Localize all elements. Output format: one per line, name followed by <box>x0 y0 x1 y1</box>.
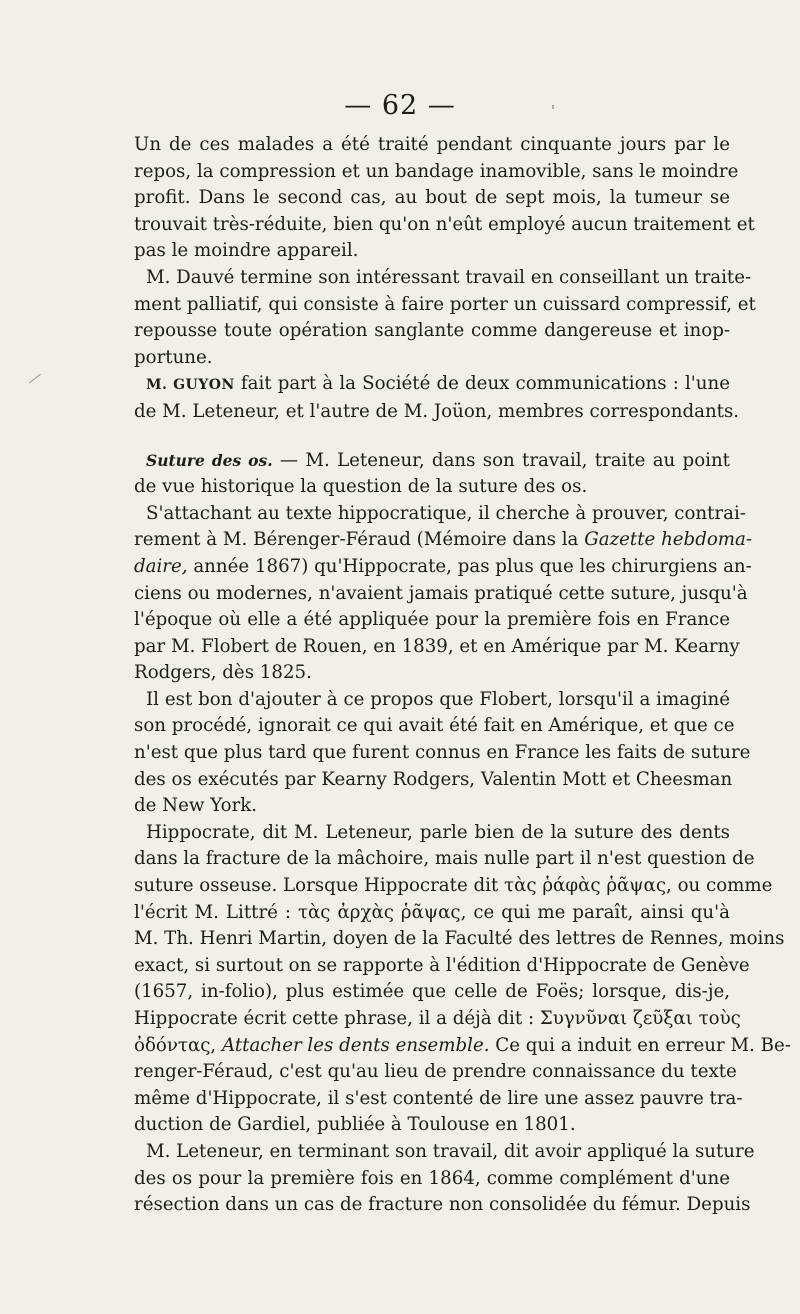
margin-mark <box>29 374 41 383</box>
text-line: suture osseuse. Lorsque Hippocrate dit τὰς ῥάφὰς ῥᾶψας, ou comme <box>134 875 773 897</box>
text-line: par M. Flobert de Rouen, en 1839, et en Amérique par M. Kearny <box>134 635 740 657</box>
text-line <box>134 371 730 399</box>
text-line: Rodgers, dès 1825. <box>134 662 312 684</box>
text-fragment: ὀδόντας, <box>134 1034 217 1056</box>
text-line: Un de ces malades a été traité pendant cinquante jours par le <box>134 134 730 155</box>
heading-text: — M. Leteneur, dans son travail, traite au point <box>279 449 730 471</box>
text-line: S'attachant au texte hippocratique, il cherche à prouver, contrai- <box>146 502 746 524</box>
journal-title-cont: daire, <box>134 555 188 577</box>
section-heading: Suture des os. <box>146 450 273 470</box>
text-line: M. Leteneur, en terminant son travail, dit avoir appliqué la suture <box>146 1140 755 1162</box>
text-line: Hippocrate, dit M. Leteneur, parle bien de la suture des dents <box>146 821 730 843</box>
text-line: résection dans un cas de fracture non consolidée du fémur. Depuis <box>134 1194 751 1216</box>
text-line: ciens ou modernes, n'avaient jamais pratiqué cette suture, jusqu'à <box>134 582 748 604</box>
text-line: des os exécutés par Kearny Rodgers, Valentin Mott et Cheesman <box>134 768 733 790</box>
text-line: repousse toute opération sanglante comme dangereuse et inop- <box>134 320 730 342</box>
text-fragment: rement à M. Bérenger-Féraud (Mémoire dans la <box>134 529 579 551</box>
text-line: portune. <box>134 346 213 368</box>
text-fragment: année 1867) qu'Hippocrate, pas plus que les chirurgiens an- <box>193 555 752 577</box>
text-line: trouvait très-réduite, bien qu'on n'eût employé aucun traitement et <box>134 213 755 235</box>
text-line: n'est que plus tard que furent connus en France les faits de suture <box>134 742 751 764</box>
text-line: des os pour la première fois en 1864, comme complément d'une <box>134 1167 730 1189</box>
guyon-text: fait part à la Société de deux communications : l'une <box>240 373 730 395</box>
text-line <box>134 527 753 554</box>
text-line: ment palliatif, qui consiste à faire porter un cuissard compressif, et <box>134 293 756 315</box>
text-line: (1657, in-folio), plus estimée que celle de Foës; lorsque, dis-je, <box>134 981 730 1003</box>
text-line: même d'Hippocrate, il s'est contenté de lire une assez pauvre tra- <box>134 1087 743 1109</box>
text-line: profit. Dans le second cas, au bout de sept mois, la tumeur se <box>134 187 730 209</box>
text-line: l'écrit M. Littré : τὰς ἀρχὰς ῥᾶψας, ce qui me paraît, ainsi qu'à <box>134 901 730 923</box>
text-line: M. Dauvé termine son intéressant travail en conseillant un traite- <box>146 266 752 288</box>
text-line: de New York. <box>134 795 258 817</box>
text-line: duction de Gardiel, publiée à Toulouse en 1801. <box>134 1114 576 1136</box>
text-line: de vue historique la question de la suture des os. <box>134 476 588 498</box>
text-line: renger-Féraud, c'est qu'au lieu de prendre connaissance du texte <box>134 1061 737 1083</box>
text-line: l'époque où elle a été appliquée pour la première fois en France <box>134 609 730 631</box>
quote-italic: Attacher les dents ensemble. <box>222 1034 490 1056</box>
text-line: Hippocrate écrit cette phrase, il a déjà dit : Συγνῦναι ζεῦξαι τοὺς <box>134 1008 741 1029</box>
text-line: son procédé, ignorait ce qui avait été fait en Amérique, et que ce <box>134 715 735 737</box>
text-line: pas le moindre appareil. <box>134 240 359 262</box>
guyon-name: M. GUYON <box>146 377 235 394</box>
text-line: de M. Leteneur, et l'autre de M. Joüon, membres correspondants. <box>134 400 740 422</box>
text-line: M. Th. Henri Martin, doyen de la Faculté des lettres de Rennes, moins <box>134 928 785 950</box>
text-line <box>134 1033 791 1060</box>
text-line <box>134 554 752 581</box>
body-text <box>134 132 791 1219</box>
section-gap <box>134 426 730 448</box>
text-fragment: Ce qui a induit en erreur M. Be- <box>495 1034 791 1056</box>
page-number: — 62 — <box>344 90 456 121</box>
text-line: repos, la compression et un bandage inamovible, sans le moindre <box>134 160 739 182</box>
text-line <box>134 448 730 475</box>
text-line: exact, si surtout on se rapporte à l'édition d'Hippocrate de Genève <box>134 954 750 976</box>
journal-title: Gazette hebdoma- <box>584 529 753 551</box>
text-line: Il est bon d'ajouter à ce propos que Flobert, lorsqu'il a imaginé <box>146 688 730 710</box>
text-line: dans la fracture de la mâchoire, mais nulle part il n'est question de <box>134 848 755 870</box>
